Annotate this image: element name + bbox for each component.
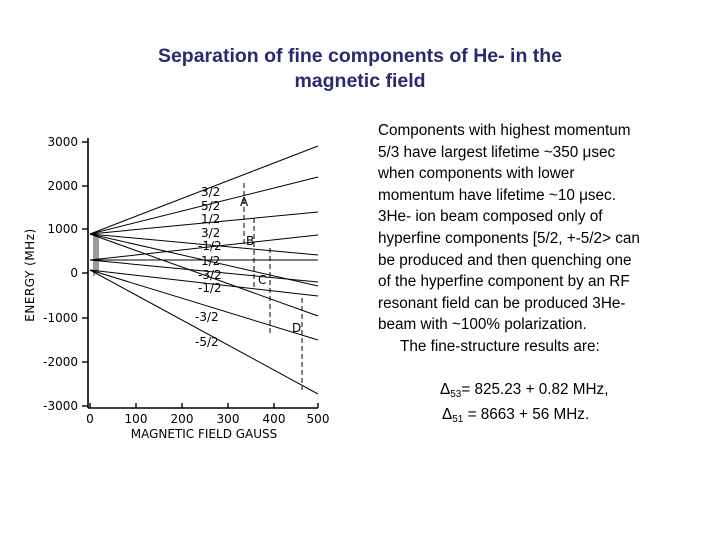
y-tick-0: 0 bbox=[70, 266, 78, 280]
y-tick-neg-3000: -3000 bbox=[43, 399, 78, 413]
mj-label-5: -1/2 bbox=[198, 239, 222, 253]
description-line-10: beam with ~100% polarization. bbox=[378, 316, 587, 334]
y-tick-marks bbox=[82, 142, 88, 406]
title-line-2: magnetic field bbox=[294, 70, 426, 92]
mj-label-1: 3/2 bbox=[201, 185, 221, 199]
y-tick-neg-2000: -2000 bbox=[43, 355, 78, 369]
mj-label-9: -3/2 bbox=[195, 310, 219, 324]
mj-label-6: 1/2 bbox=[201, 254, 221, 268]
mj-label-10: -5/2 bbox=[195, 335, 219, 349]
delta-subscript: 51 bbox=[452, 414, 464, 425]
transition-label-b: B bbox=[246, 234, 255, 248]
y-tick-3000: 3000 bbox=[47, 135, 78, 149]
description-line-5: 3He- ion beam composed only of bbox=[378, 208, 603, 226]
title-line-1: Separation of fine components of He- in the bbox=[157, 45, 563, 67]
formula-block bbox=[440, 380, 608, 430]
formula-delta-53 bbox=[440, 380, 608, 405]
y-tick-2000: 2000 bbox=[47, 179, 78, 193]
description-line-9: resonant field can be produced 3He- bbox=[378, 294, 626, 312]
description-line-3: when components with lower bbox=[378, 165, 575, 183]
x-axis-label: MAGNETIC FIELD GAUSS bbox=[130, 427, 278, 441]
formula-delta-51 bbox=[440, 405, 608, 430]
zeeman-diagram-svg bbox=[18, 120, 348, 450]
delta-symbol: Δ bbox=[442, 406, 453, 423]
transition-label-a: A bbox=[240, 195, 249, 209]
description-line-4: momentum have lifetime ~10 μsec. bbox=[378, 186, 616, 204]
y-tick-neg-1000: -1000 bbox=[43, 311, 78, 325]
description-line-1: Components with highest momentum bbox=[378, 122, 631, 139]
x-tick-200: 200 bbox=[170, 412, 194, 426]
x-tick-300: 300 bbox=[216, 412, 240, 426]
formula-text: = 8663 + 56 MHz. bbox=[463, 406, 590, 423]
zeeman-diagram bbox=[18, 120, 348, 450]
delta-subscript: 53 bbox=[450, 389, 462, 400]
mj-label-8: -1/2 bbox=[198, 281, 222, 295]
zero-field-cluster bbox=[94, 232, 98, 276]
x-tick-400: 400 bbox=[262, 412, 286, 426]
slide-title bbox=[60, 44, 660, 94]
delta-symbol: Δ bbox=[440, 381, 451, 398]
description-line-2: 5/3 have largest lifetime ~350 μsec bbox=[378, 143, 616, 161]
mj-label-3: 1/2 bbox=[201, 212, 221, 226]
transition-label-d: D bbox=[292, 321, 302, 335]
y-axis-label: ENERGY (MHz) bbox=[23, 228, 37, 322]
x-tick-500: 500 bbox=[306, 412, 330, 426]
transition-label-c: C bbox=[258, 273, 267, 287]
x-tick-0: 0 bbox=[86, 412, 94, 426]
x-tick-100: 100 bbox=[124, 412, 148, 426]
description-block bbox=[378, 120, 710, 358]
mj-label-7: -3/2 bbox=[198, 268, 222, 282]
y-tick-1000: 1000 bbox=[47, 222, 78, 236]
formula-text: = 825.23 + 0.82 MHz, bbox=[461, 381, 609, 398]
description-line-7: be produced and then quenching one bbox=[378, 251, 632, 269]
results-intro: The fine-structure results are: bbox=[400, 337, 600, 355]
description-line-8: of the hyperfine component by an RF bbox=[378, 273, 630, 291]
description-line-6: hyperfine components [5/2, +-5/2> can bbox=[378, 229, 640, 247]
mj-label-2: 5/2 bbox=[201, 199, 221, 213]
mj-label-4: 3/2 bbox=[201, 226, 221, 240]
